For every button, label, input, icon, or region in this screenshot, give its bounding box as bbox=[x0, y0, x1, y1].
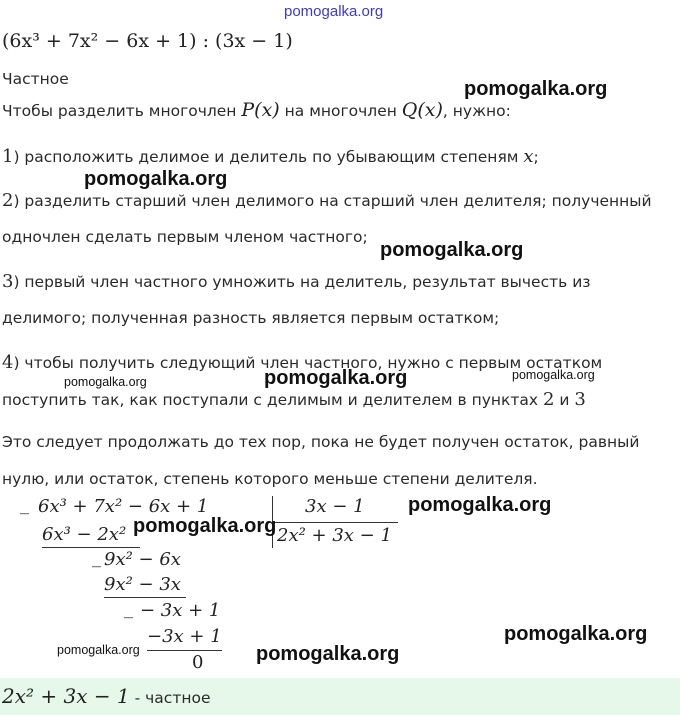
step-1-text: ) расположить делимое и делитель по убывающим степеням bbox=[13, 148, 524, 166]
watermark: pomogalka.org bbox=[264, 367, 408, 389]
step-1-number: 1 bbox=[2, 146, 14, 167]
intro-text-post: , нужно: bbox=[442, 102, 511, 120]
watermark: pomogalka.org bbox=[408, 494, 552, 516]
step-1 bbox=[2, 146, 539, 167]
step-4-n2: 3 bbox=[574, 389, 586, 410]
intro-line bbox=[2, 99, 511, 121]
quotient: 2x² + 3x − 1 bbox=[277, 525, 392, 546]
step-2-line-a bbox=[2, 190, 652, 211]
note-line-a: Это следует продолжать до тех пор, пока не будет получен остаток, равный bbox=[2, 433, 640, 451]
step-3-number: 3 bbox=[2, 271, 14, 292]
step-4-n1: 2 bbox=[543, 389, 555, 410]
polynomial-q: Q(x) bbox=[401, 99, 443, 121]
watermark: pomogalka.org bbox=[504, 623, 648, 645]
dividend: 6x³ + 7x² − 6x + 1 bbox=[38, 496, 209, 517]
step-3-line-b: делимого; полученная разность является первым остатком; bbox=[2, 309, 500, 327]
answer-line bbox=[2, 684, 211, 708]
subtrahend-1: 6x³ − 2x² bbox=[42, 524, 127, 545]
division-bracket-horizontal bbox=[272, 522, 398, 523]
watermark: pomogalka.org bbox=[256, 643, 400, 665]
watermark-small: pomogalka.org bbox=[64, 375, 147, 389]
step-4-line-b bbox=[2, 389, 586, 410]
remainder-2: − 3x + 1 bbox=[140, 600, 221, 621]
step-3-line-a bbox=[2, 271, 591, 292]
step-4-and: и bbox=[554, 391, 575, 409]
step-2-line-b: одночлен сделать первым членом частного; bbox=[2, 228, 368, 246]
step-4-number: 4 bbox=[2, 352, 14, 373]
underline-3 bbox=[147, 650, 222, 651]
final-remainder: 0 bbox=[192, 652, 204, 673]
watermark: pomogalka.org bbox=[84, 168, 228, 190]
step-4-text-a: ) чтобы получить следующий член частного, нужно с первым остатком bbox=[13, 354, 603, 372]
watermark-small: pomogalka.org bbox=[512, 368, 595, 382]
site-link[interactable]: pomogalka.org bbox=[284, 3, 384, 20]
section-heading: Частное bbox=[2, 70, 69, 88]
watermark: pomogalka.org bbox=[464, 78, 608, 100]
step-1-end: ; bbox=[533, 148, 539, 166]
minus-sign-1: _ bbox=[20, 494, 29, 515]
minus-sign-3: _ bbox=[124, 598, 133, 619]
step-3-text-a: ) первый член частного умножить на делитель, результат вычесть из bbox=[13, 273, 591, 291]
step-2-number: 2 bbox=[2, 190, 14, 211]
polynomial-p: P(x) bbox=[241, 99, 280, 121]
minus-sign-2: _ bbox=[92, 547, 101, 568]
watermark: pomogalka.org bbox=[133, 515, 277, 537]
step-2-text-a: ) разделить старший член делимого на старший член делителя; полученный bbox=[13, 192, 652, 210]
intro-text-mid: на многочлен bbox=[279, 102, 402, 120]
intro-text-pre: Чтобы разделить многочлен bbox=[2, 102, 242, 120]
watermark-small: pomogalka.org bbox=[57, 643, 140, 657]
answer-expression: 2x² + 3x − 1 bbox=[2, 684, 130, 708]
step-1-variable: x bbox=[523, 146, 534, 167]
remainder-1: 9x² − 6x bbox=[104, 549, 181, 570]
underline-2 bbox=[104, 597, 186, 598]
note-line-b: нулю, или остаток, степень которого меньше степени делителя. bbox=[2, 470, 538, 488]
watermark: pomogalka.org bbox=[380, 239, 524, 261]
divisor: 3x − 1 bbox=[305, 496, 365, 517]
problem-expression: (6x³ + 7x² − 6x + 1) : (3x − 1) bbox=[2, 30, 293, 52]
step-4-text-b: поступить так, как поступали с делимым и делителем в пунктах bbox=[2, 391, 544, 409]
underline-1 bbox=[42, 547, 140, 548]
subtrahend-2: 9x² − 3x bbox=[104, 574, 181, 595]
answer-label: - частное bbox=[129, 689, 211, 707]
subtrahend-3: −3x + 1 bbox=[147, 626, 222, 647]
